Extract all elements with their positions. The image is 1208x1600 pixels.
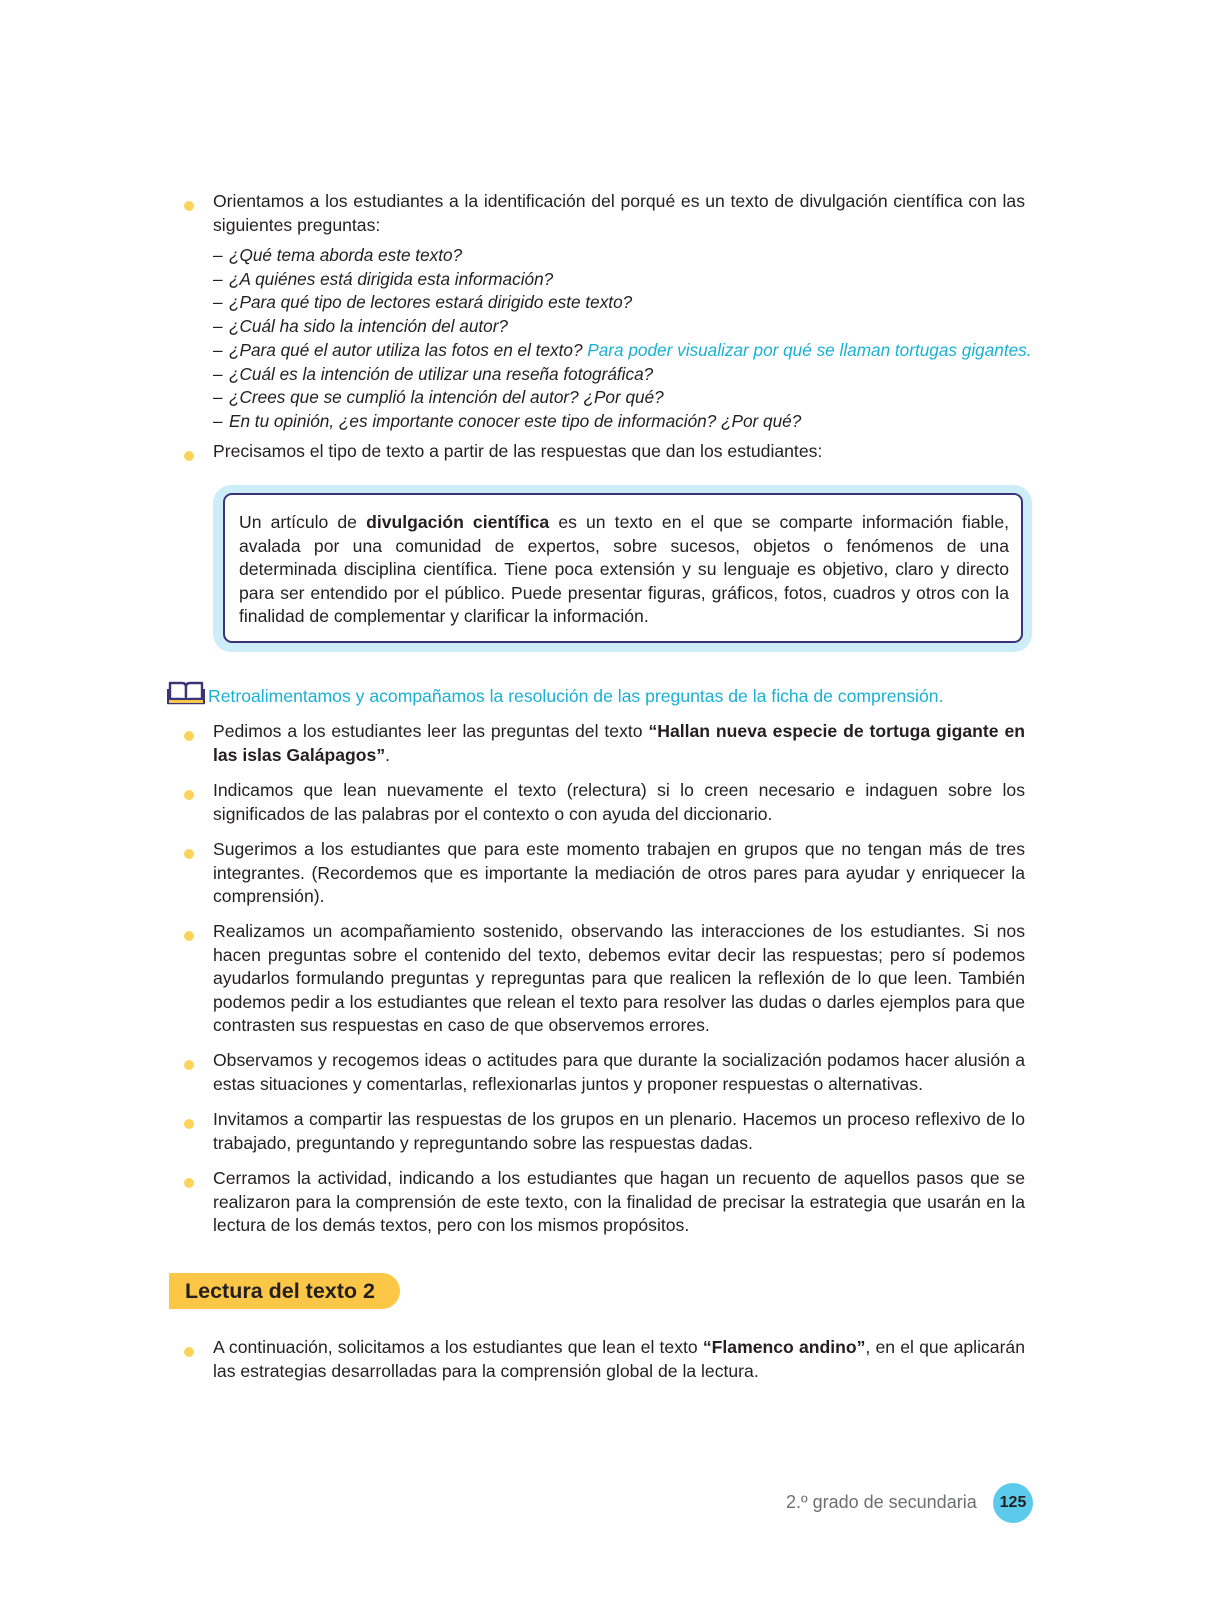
final-paragraph: A continuación, solicitamos a los estudiantes que lean el texto “Flamenco andino”, en el que aplicarán las estrategias desarrolladas para la comprensión global de la lectura. [213,1337,1025,1381]
bullet-dot-icon [184,731,194,741]
open-book-icon [167,681,205,705]
section-title: Lectura del texto 2 [185,1279,375,1303]
question-text: ¿Cuál es la intención de utilizar una reseña fotográfica? [229,363,654,384]
question-text: ¿Qué tema aborda este texto? [229,245,463,265]
bullet-dot-icon [184,849,194,859]
bullet-dot-icon [184,1178,194,1188]
bullet-dot-icon [184,1060,194,1070]
bullet-pedimos: Pedimos a los estudiantes leer las preguntas del texto “Hallan nueva especie de tortuga gigante en las islas Galápagos”. [213,721,1025,765]
question-item [213,315,1043,339]
question-text: En tu opinión, ¿es importante conocer este tipo de información? ¿Por qué? [229,410,802,431]
question-text: ¿Para qué tipo de lectores estará dirigido este texto? [229,292,633,313]
question-item [213,386,1043,410]
retro-heading: Retroalimentamos y acompañamos la resolución de las preguntas de la ficha de comprensión. [208,686,944,706]
footer-grade: 2.º grado de secundaria [786,1492,977,1512]
question-item [213,339,1043,363]
question-item [213,244,1043,268]
bullet-dot-icon [184,1347,194,1357]
bullet-observamos: Observamos y recogemos ideas o actitudes para que durante la socialización podamos hacer alusión a estas situaciones y comentarlas, reflexionarlas juntos y proponer respuestas o alternativas. [213,1050,1025,1094]
question-answer: Para poder visualizar por qué se llaman tortugas gigantes. [587,339,1032,360]
question-item [213,410,1043,434]
dash-marker: – [213,268,223,289]
bullet-dot-icon [184,451,194,461]
guiding-questions-list [213,244,1043,434]
dash-marker: – [213,363,223,384]
question-item [213,363,1043,387]
dash-marker: – [213,316,223,337]
bullet-cerramos: Cerramos la actividad, indicando a los estudiantes que hagan un recuento de aquellos pasos que se realizaron para la comprensión de este texto, con la finalidad de precisar la estrategia que usarán en la lectura de los demás textos, pero con los mismos propósitos. [213,1168,1025,1235]
bullet-indicamos: Indicamos que lean nuevamente el texto (relectura) si lo creen necesario e indaguen sobre los significados de las palabras por el contexto o con ayuda del diccionario. [213,780,1025,824]
intro-paragraph: Orientamos a los estudiantes a la identificación del porqué es un texto de divulgación científica con las siguientes preguntas: [213,191,1025,235]
bullet-invitamos: Invitamos a compartir las respuestas de los grupos en un plenario. Hacemos un proceso reflexivo de lo trabajado, preguntando y repreguntando sobre las respuestas dadas. [213,1109,1025,1153]
definition-text: Un artículo de divulgación científica es un texto en el que se comparte información fiable, avalada por una comunidad de expertos, sobre sucesos, objetos o fenómenos de una determinada disciplina científica. Tiene poca extensión y su lenguaje es objetivo, claro y directo para ser entendido por el público. Puede presentar figuras, gráficos, fotos, cuadros y otros con la finalidad de complementar y clarificar la información. [239,512,1009,626]
bullet-dot-icon [184,790,194,800]
bullet-dot-icon [184,931,194,941]
dash-marker: – [213,339,223,360]
dash-marker: – [213,245,223,265]
question-text: ¿Cuál ha sido la intención del autor? [229,316,508,337]
precisamos-paragraph: Precisamos el tipo de texto a partir de las respuestas que dan los estudiantes: [213,441,823,461]
bullet-realizamos: Realizamos un acompañamiento sostenido, observando las interacciones de los estudiantes. Si nos hacen preguntas sobre el contenido del texto, debemos evitar decir las respuestas; pero sí podemos ayudarlos formulando preguntas y repreguntas para que realicen la reflexión de lo que leen. También podemos pedir a los estudiantes que relean el texto para resolver las dudas o darles ejemplos para que contrasten sus respuestas en caso de que observemos errores. [213,921,1025,1035]
dash-marker: – [213,292,223,313]
question-text: ¿A quiénes está dirigida esta información? [229,268,554,289]
dash-marker: – [213,410,223,431]
question-text: ¿Para qué el autor utiliza las fotos en el texto? [229,339,588,360]
question-item [213,268,1043,292]
bullet-dot-icon [184,201,194,211]
bullet-sugerimos: Sugerimos a los estudiantes que para este momento trabajen en grupos que no tengan más de tres integrantes. (Recordemos que es importante la mediación de otros pares para ayudar y enriquecer la comprensión). [213,839,1025,906]
dash-marker: – [213,387,223,408]
page-number-badge: 125 [993,1483,1033,1523]
question-item [213,291,1043,315]
bullet-dot-icon [184,1119,194,1129]
question-text: ¿Crees que se cumplió la intención del autor? ¿Por qué? [229,387,664,408]
